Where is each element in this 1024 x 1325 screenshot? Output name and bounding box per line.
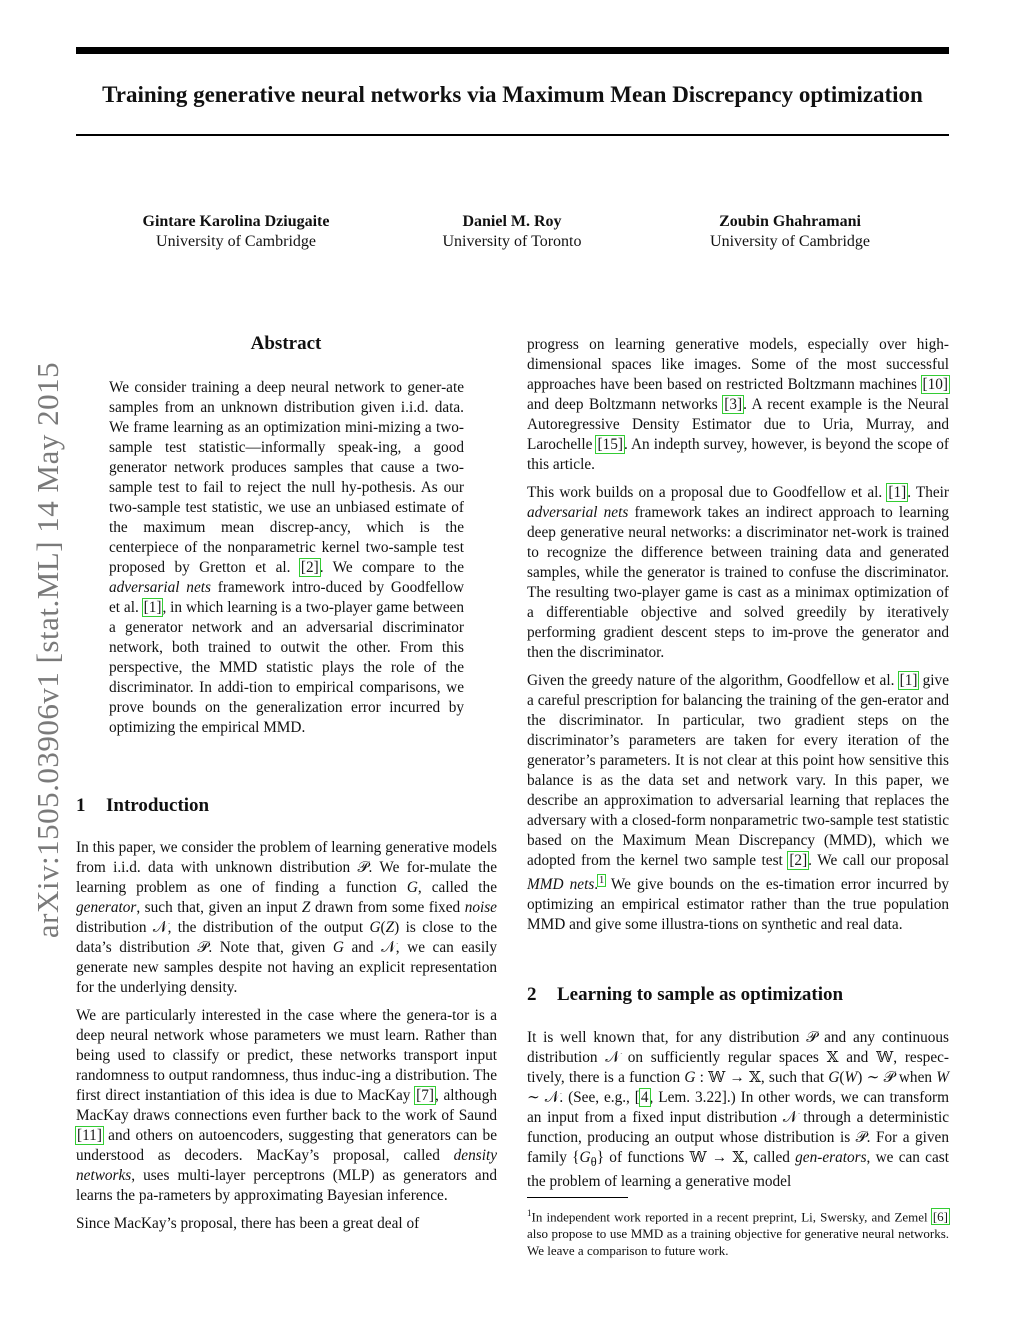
citation-link[interactable]: [7] [416,1087,434,1104]
citation-link[interactable]: [2] [300,559,319,576]
paper-title: Training generative neural networks via Maximum Mean Discrepancy optimization [102,82,923,107]
title-rule-bottom [76,134,949,136]
section-heading-introduction: 1 Introduction [76,795,210,816]
author-affiliation: University of Cambridge [156,233,316,250]
citation-link[interactable]: [15] [597,436,623,453]
citation-link[interactable]: [11] [77,1127,102,1144]
author-3 [640,212,940,252]
author-name: Daniel M. Roy [462,213,562,230]
footnote-marker[interactable]: 1 [599,875,605,886]
author-2 [362,212,662,252]
citation-link[interactable]: [1] [143,599,162,616]
arxiv-id: arXiv:1505.03906v1 [stat.ML] 14 May 2015 [30,361,65,939]
citation-link[interactable]: [10] [922,376,948,393]
paragraph: We are particularly interested in the case where the genera-tor is a deep neural network whose parameters we must learn. Rather than being used to classify or predict, these networks transport input randomness to output randomness, thus induc-ing a distribution. The first direct instantiation of this idea is due to MacKay [7], although MacKay draws connections even further back to the work of Saund [11] and others on autoencoders, suggesting that generators can be understood as decoders. MacKay’s proposal, called density networks, uses multi-layer perceptrons (MLP) as generators and learns the pa-rameters by approximating Bayesian inference. [76,1007,497,1204]
right-column-body [527,335,949,943]
abstract-heading: Abstract [250,333,322,354]
author-1 [86,212,386,252]
citation-link[interactable]: 4 [640,1089,649,1106]
citation-link[interactable]: [2] [789,852,808,869]
paragraph: It is well known that, for any distribution 𝒫 and any continuous distribution 𝒩 on sufficiently regular spaces 𝕏 and 𝕎, respec-tively, there is a function G : 𝕎 → 𝕏, such that G(W) ∼ 𝒫 when W ∼ 𝒩. (See, e.g., [4, Lem. 3.22].) In other words, we can transform an input from a fixed input distribution 𝒩 through a deterministic function, producing an output whose distribution is 𝒫. For a given family $\{G_\theta\}$ of functions 𝕎 → 𝕏, called gen-erators, we can cast the problem of learning a generative model [527,1029,949,1191]
abstract-body: We consider training a deep neural network to gener-ate samples from an unknown distribution given i.i.d. data. We frame learning as an optimization mini-mizing a two-sample test statistic—informally speak-ing, a good generator network produces samples that cause a two-sample test to fail to reject the null hy-pothesis. As our two-sample test statistic, we use an unbiased estimate of the maximum mean discrep-ancy, which is the centerpiece of the nonparametric kernel two-sample test proposed by Gretton et al. [2]. We compare to the adversarial nets framework intro-duced by Goodfellow et al. [1], in which learning is a two-player game between a generator network and an adversarial discriminator network, both trained to outwit the other. From this perspective, the MMD statistic plays the role of the discriminator. In addi-tion to empirical comparisons, we prove bounds on the generalization error incurred by optimizing the empirical MMD. [109,379,465,736]
author-name: Zoubin Ghahramani [719,213,861,230]
footnote: $^1$In independent work reported in a recent preprint, Li, Swersky, and Zemel [6] also propose to use MMD as a training objective for generative neural networks. We leave a comparison to future work. [527,1208,949,1259]
footnote-rule [527,1197,628,1198]
section-2-body [527,1028,949,1200]
paragraph: Given the greedy nature of the algorithm, Goodfellow et al. [1] give a careful prescription for balancing the training of the gen-erator and the discriminator. In particular, two gradient steps on the discriminator’s parameters are taken for every iteration of the generator’s parameters. It is not clear at this point how sensitive this balance is as the data set and network vary. In this paper, we describe an approximation to adversarial learning that replaces the adversary with a closed-form nonparametric two-sample test statistic based on the Maximum Mean Discrepancy (MMD), which we adopted from the kernel two sample test [2]. We call our proposal MMD nets.$^1$ We give bounds on the es-timation error incurred by optimizing an empirical estimator rather than the true population MMD and give some illustra-tions on synthetic and real data. [527,672,950,934]
paragraph: In this paper, we consider the problem of learning generative models from i.i.d. data with unknown distribution 𝒫. We for-mulate the learning problem as one of finding a function G, called the generator, such that, given an input Z drawn from some fixed noise distribution 𝒩, the distribution of the output G(Z) is close to the data’s distribution 𝒫. Note that, given G and 𝒩, we can easily generate new samples despite not having an explicit representation for the underlying density. [76,839,498,996]
author-name: Gintare Karolina Dziugaite [142,213,330,230]
citation-link[interactable]: [1] [888,484,907,501]
citation-link[interactable]: [1] [899,672,918,689]
citation-link[interactable]: [3] [724,396,743,413]
paragraph: progress on learning generative models, especially over high-dimensional spaces like images. Some of the most successful approaches have been based on restricted Boltzmann machines [10] and deep Boltzmann networks [3]. A recent example is the Neural Autoregressive Density Estimator due to Uria, Murray, and Larochelle [15]. An indepth survey, however, is beyond the scope of this article. [527,336,949,473]
left-column-body [76,838,497,1242]
paragraph: Since MacKay’s proposal, there has been a great deal of [76,1215,420,1232]
citation-link[interactable]: [6] [932,1209,948,1225]
title-rule-top [76,47,949,54]
section-heading-learning-to-sample: 2 Learning to sample as optimization [527,984,844,1005]
paragraph: This work builds on a proposal due to Goodfellow et al. [1]. Their adversarial nets framework takes an indirect approach to learning deep generative neural networks: a discriminator net-work is trained to recognize the difference between training data and generated samples, while the generator is trained to confuse the discriminator. The resulting two-player game is cast as a minimax optimization of a differentiable objective and solved greedily by iteratively performing gradient descent steps to im-prove the generator and then the discriminator. [527,484,950,661]
author-affiliation: University of Cambridge [710,233,870,250]
author-affiliation: University of Toronto [442,233,582,250]
